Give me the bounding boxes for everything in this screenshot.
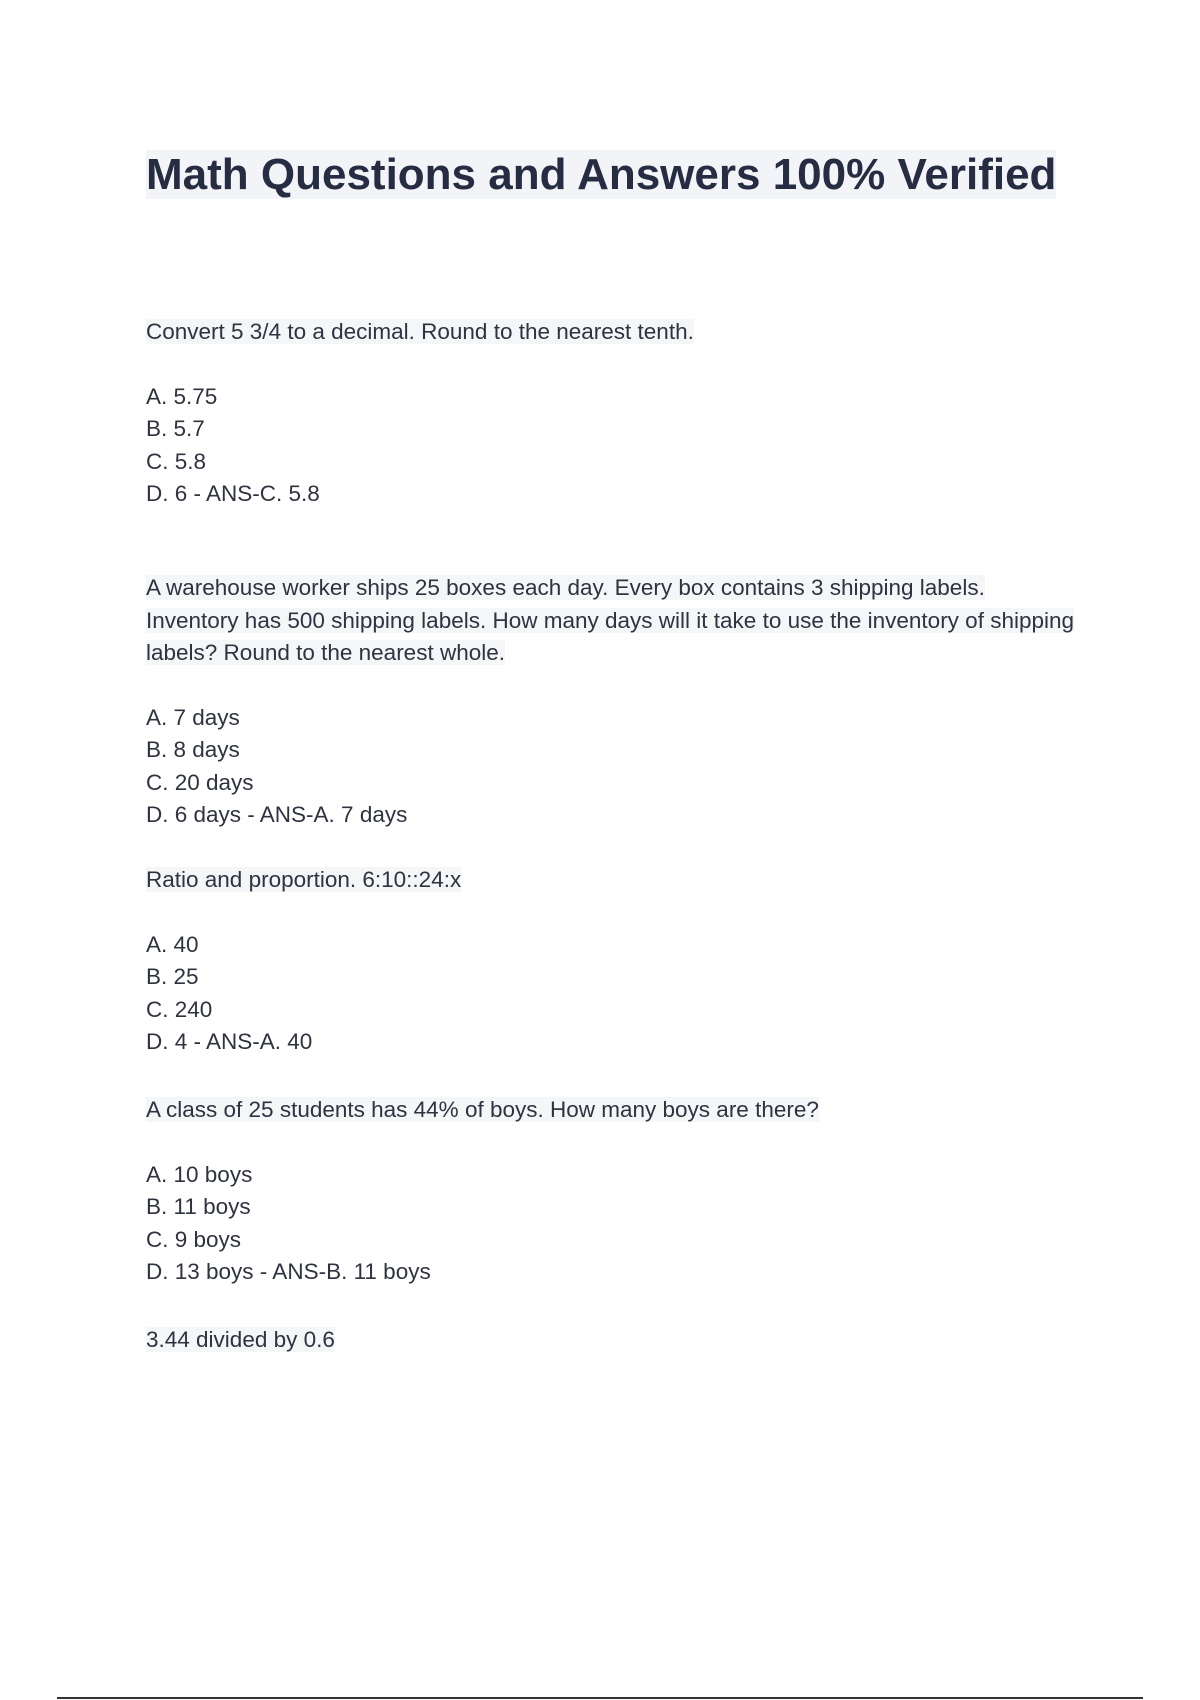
question-stem: Ratio and proportion. 6:10::24:x bbox=[146, 867, 462, 892]
answer-option-with-answer: D. 6 days - ANS-A. 7 days bbox=[146, 802, 408, 827]
answer-option: C. 9 boys bbox=[146, 1226, 242, 1252]
answer-option-with-answer: D. 6 - ANS-C. 5.8 bbox=[146, 481, 320, 506]
page-bottom-divider bbox=[57, 1697, 1143, 1699]
answer-options bbox=[146, 1159, 819, 1289]
question-1 bbox=[146, 316, 694, 511]
document-title bbox=[146, 142, 1086, 208]
answer-option: A. 40 bbox=[146, 931, 199, 957]
answer-option: B. 8 days bbox=[146, 737, 240, 762]
question-2 bbox=[146, 572, 1076, 832]
question-stem: A warehouse worker ships 25 boxes each day. Every box contains 3 shipping labels. Inventory has 500 shipping labels. How many days will it take to use the inventory of shipping labels? Round to the nearest whole. bbox=[146, 575, 1075, 665]
document-page bbox=[146, 142, 1086, 1352]
answer-option: B. 11 boys bbox=[146, 1194, 251, 1219]
answer-option: B. 5.7 bbox=[146, 416, 205, 441]
answer-option: A. 7 days bbox=[146, 704, 240, 730]
answer-option: C. 5.8 bbox=[146, 448, 207, 474]
answer-options bbox=[146, 929, 461, 1059]
question-stem: Convert 5 3/4 to a decimal. Round to the nearest tenth. bbox=[146, 319, 694, 344]
answer-option: A. 10 boys bbox=[146, 1161, 253, 1187]
answer-options bbox=[146, 702, 1076, 832]
answer-option: C. 20 days bbox=[146, 769, 254, 795]
question-3 bbox=[146, 864, 461, 1059]
answer-option: A. 5.75 bbox=[146, 383, 218, 409]
question-4 bbox=[146, 1094, 819, 1289]
question-5 bbox=[146, 1324, 335, 1357]
document-title-text: Math Questions and Answers 100% Verified bbox=[146, 150, 1057, 199]
answer-option: B. 25 bbox=[146, 964, 199, 989]
question-stem: 3.44 divided by 0.6 bbox=[146, 1327, 335, 1352]
answer-options bbox=[146, 381, 694, 511]
answer-option-with-answer: D. 4 - ANS-A. 40 bbox=[146, 1029, 313, 1054]
answer-option: C. 240 bbox=[146, 996, 213, 1022]
answer-option-with-answer: D. 13 boys - ANS-B. 11 boys bbox=[146, 1259, 431, 1284]
question-stem: A class of 25 students has 44% of boys. How many boys are there? bbox=[146, 1097, 819, 1122]
